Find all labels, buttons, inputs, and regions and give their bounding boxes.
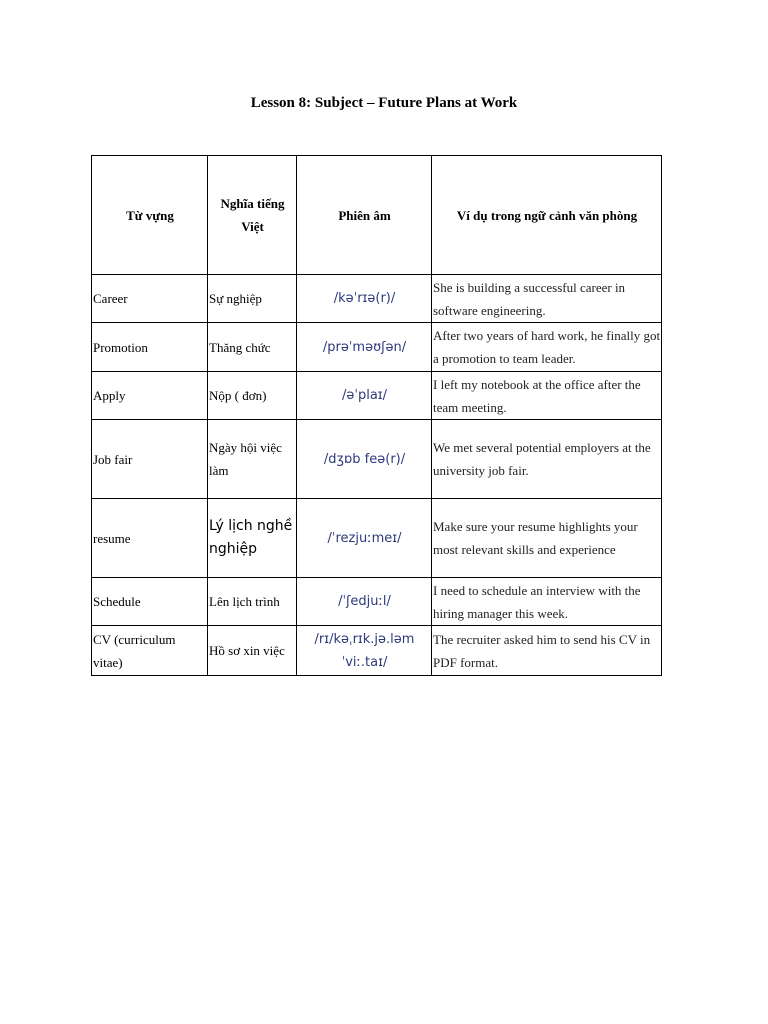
example-cell: She is building a successful career in software engineering. [432, 275, 662, 323]
header-example: Ví dụ trong ngữ cảnh văn phòng [432, 156, 662, 275]
word-cell: Apply [92, 372, 208, 420]
table-row [92, 275, 662, 323]
table-row [92, 323, 662, 372]
example-cell: I need to schedule an interview with the hiring manager this week. [432, 578, 662, 626]
phonetic-cell: /əˈplaɪ/ [297, 372, 432, 420]
word-cell: Career [92, 275, 208, 323]
phonetic-cell: /ˈrezjuːmeɪ/ [297, 499, 432, 578]
meaning-cell: Nộp ( đơn) [208, 372, 297, 420]
header-phonetic: Phiên âm [297, 156, 432, 275]
meaning-cell: Hồ sơ xin việc [208, 626, 297, 676]
phonetic-cell: /kəˈrɪə(r)/ [297, 275, 432, 323]
meaning-cell: Thăng chức [208, 323, 297, 372]
phonetic-cell: /rɪ/kəˌrɪk.jə.ləm ˈviː.taɪ/ [297, 626, 432, 676]
word-cell: resume [92, 499, 208, 578]
table-row [92, 578, 662, 626]
table-header-row [92, 156, 662, 275]
phonetic-cell: /dʒɒb feə(r)/ [297, 420, 432, 499]
meaning-cell: Ngày hội việc làm [208, 420, 297, 499]
word-cell: Schedule [92, 578, 208, 626]
meaning-cell: Lý lịch nghề nghiệp [208, 499, 297, 578]
phonetic-cell: /prəˈməʊʃən/ [297, 323, 432, 372]
table-row [92, 372, 662, 420]
table-row [92, 626, 662, 676]
phonetic-cell: /ˈʃedjuːl/ [297, 578, 432, 626]
page-title: Lesson 8: Subject – Future Plans at Work [250, 95, 518, 111]
header-meaning: Nghĩa tiếng Việt [208, 156, 297, 275]
meaning-cell: Lên lịch trình [208, 578, 297, 626]
meaning-cell: Sự nghiệp [208, 275, 297, 323]
example-cell: The recruiter asked him to send his CV in PDF format. [432, 626, 662, 676]
vocabulary-table [91, 155, 662, 676]
example-cell: We met several potential employers at the university job fair. [432, 420, 662, 499]
word-cell: Job fair [92, 420, 208, 499]
example-cell: I left my notebook at the office after the team meeting. [432, 372, 662, 420]
header-word: Từ vựng [92, 156, 208, 275]
table-row [92, 420, 662, 499]
table-row [92, 499, 662, 578]
example-cell: After two years of hard work, he finally got a promotion to team leader. [432, 323, 662, 372]
word-cell: CV (curriculum vitae) [92, 626, 208, 676]
example-cell: Make sure your resume highlights your most relevant skills and experience [432, 499, 662, 578]
word-cell: Promotion [92, 323, 208, 372]
